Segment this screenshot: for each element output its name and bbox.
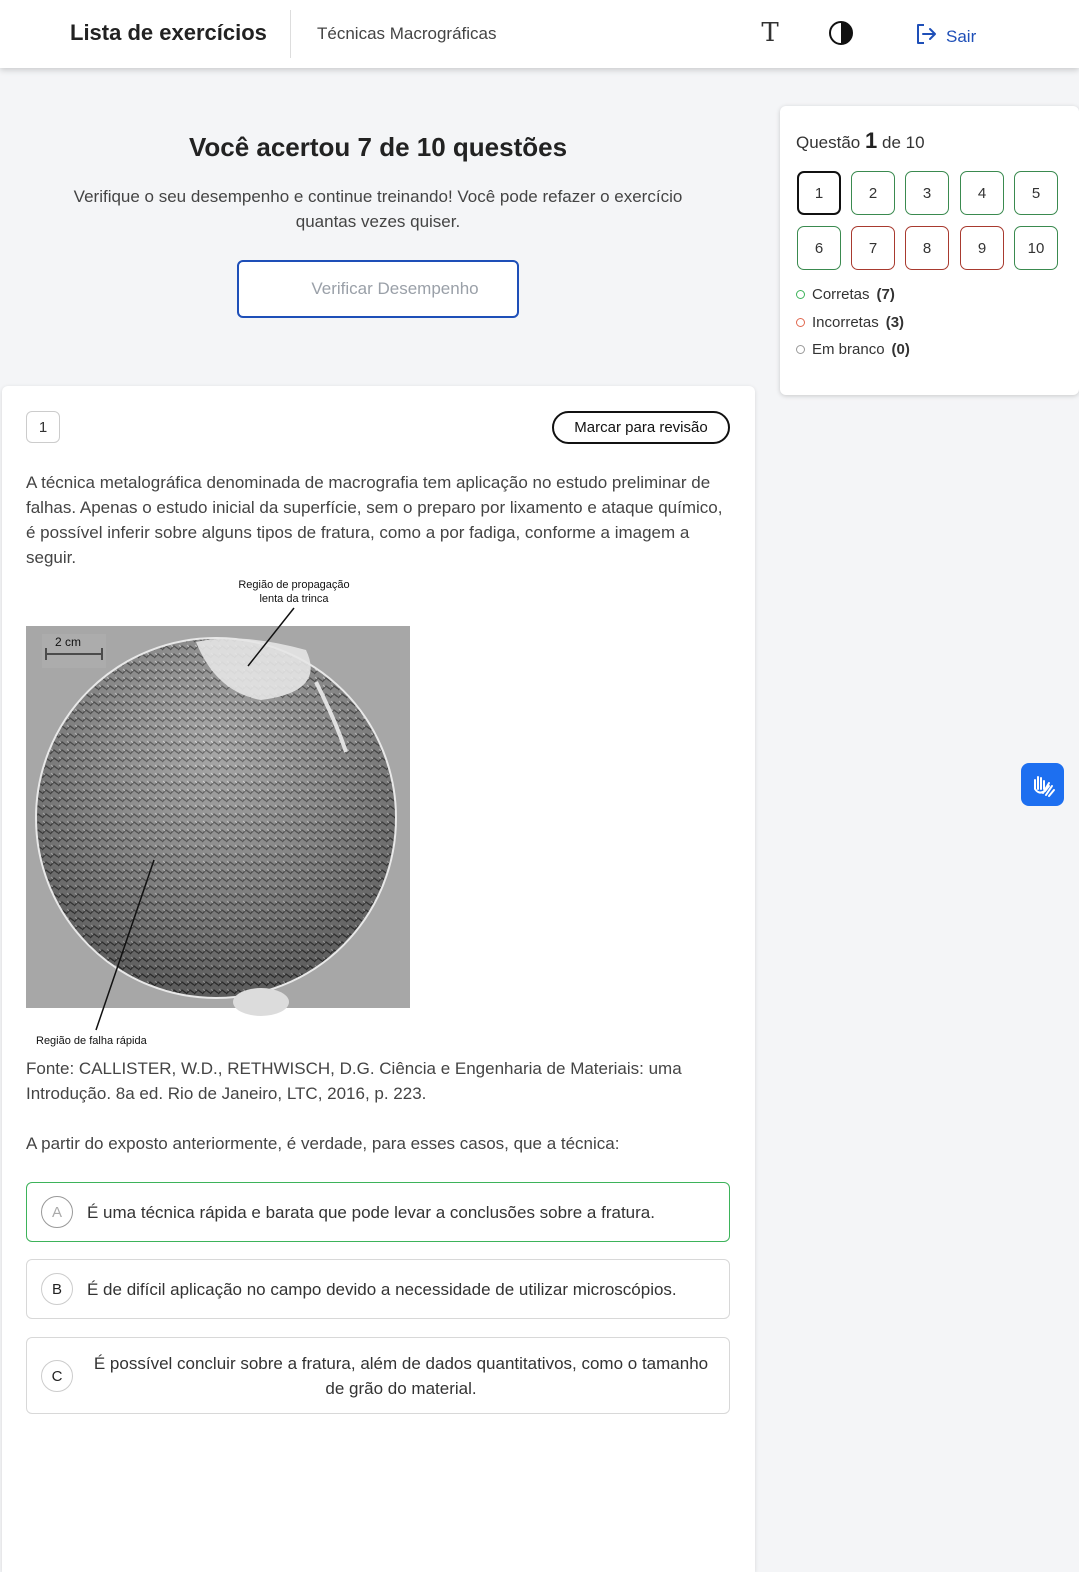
question-text: A técnica metalográfica denominada de macrografia tem aplicação no estudo preliminar de falhas. Apenas o estudo inicial da superfície, sem o preparo por lixamento e ataque químico, é possível inferir sobre alguns tipos de fratura, como a por fadiga, conforme a imagem a seguir. bbox=[26, 473, 723, 567]
sign-language-icon[interactable] bbox=[1021, 763, 1064, 806]
question-navigator bbox=[780, 106, 1079, 395]
nav-question-2[interactable]: 2 bbox=[851, 171, 895, 215]
nav-question-3[interactable]: 3 bbox=[905, 171, 949, 215]
app-title: Lista de exercícios bbox=[70, 20, 267, 45]
figure-label-bottom: Região de falha rápida bbox=[36, 1035, 147, 1047]
option-letter: C bbox=[41, 1360, 73, 1392]
option-letter: B bbox=[41, 1273, 73, 1305]
subject-name: Técnicas Macrográficas bbox=[317, 24, 497, 43]
question-source: Fonte: CALLISTER, W.D., RETHWISCH, D.G. Ciência e Engenharia de Materiais: uma Introdução. 8a ed. Rio de Janeiro, LTC, 2016, p. 223. bbox=[26, 1059, 682, 1103]
fracture-image bbox=[26, 572, 410, 1050]
question-prompt: A partir do exposto anteriormente, é verdade, para esses casos, que a técnica: bbox=[26, 1134, 620, 1153]
score-title: Você acertou 7 de 10 questões bbox=[188, 132, 568, 162]
nav-question-9[interactable]: 9 bbox=[960, 226, 1004, 270]
text-size-icon[interactable]: T bbox=[761, 18, 779, 48]
legend-dot bbox=[796, 345, 805, 354]
logout-label: Sair bbox=[946, 26, 977, 46]
question-number-badge: 1 bbox=[26, 411, 60, 443]
legend-dot bbox=[796, 318, 805, 327]
option-text: É possível concluir sobre a fratura, além de dados quantitativos, como o tamanho de grão do material. bbox=[93, 1354, 709, 1398]
legend-label: Em branco bbox=[812, 341, 885, 358]
counter-prefix: Questão bbox=[796, 133, 861, 152]
legend-count: (0) bbox=[891, 341, 910, 358]
option-text: É uma técnica rápida e barata que pode levar a conclusões sobre a fratura. bbox=[87, 1203, 655, 1222]
nav-question-4[interactable]: 4 bbox=[960, 171, 1004, 215]
nav-question-7[interactable]: 7 bbox=[851, 226, 895, 270]
results-section bbox=[0, 68, 756, 378]
nav-question-8[interactable]: 8 bbox=[905, 226, 949, 270]
logout-icon bbox=[914, 22, 938, 51]
figure-label-top-2: lenta da trinca bbox=[259, 593, 329, 605]
logout-button[interactable] bbox=[914, 22, 976, 51]
top-header bbox=[0, 0, 1079, 68]
option-text: É de difícil aplicação no campo devido a necessidade de utilizar microscópios. bbox=[87, 1280, 677, 1299]
legend-blank bbox=[796, 341, 910, 358]
mark-for-review-button[interactable]: Marcar para revisão bbox=[552, 411, 730, 444]
contrast-icon[interactable] bbox=[828, 20, 854, 46]
option-a[interactable] bbox=[26, 1182, 730, 1242]
option-c[interactable] bbox=[26, 1337, 730, 1414]
nav-question-10[interactable]: 10 bbox=[1014, 226, 1058, 270]
nav-question-6[interactable]: 6 bbox=[797, 226, 841, 270]
nav-question-5[interactable]: 5 bbox=[1014, 171, 1058, 215]
question-card bbox=[2, 386, 755, 1572]
legend-label: Corretas bbox=[812, 286, 870, 303]
legend-incorrect bbox=[796, 314, 904, 331]
counter-current: 1 bbox=[865, 128, 878, 153]
option-b[interactable] bbox=[26, 1259, 730, 1319]
figure-scale-label: 2 cm bbox=[54, 635, 82, 649]
nav-question-1[interactable]: 1 bbox=[797, 171, 841, 215]
legend-label: Incorretas bbox=[812, 314, 879, 331]
score-description: Verifique o seu desempenho e continue treinando! Você pode refazer o exercício quantas vezes quiser. bbox=[73, 187, 683, 231]
legend-dot bbox=[796, 290, 805, 299]
legend-correct bbox=[796, 286, 895, 303]
figure-label-top: Região de propagação bbox=[238, 579, 350, 591]
counter-suffix: de 10 bbox=[881, 133, 925, 152]
header-divider bbox=[290, 10, 291, 58]
question-counter bbox=[796, 128, 925, 154]
legend-count: (7) bbox=[876, 286, 895, 303]
legend-count: (3) bbox=[885, 314, 905, 331]
verify-performance-button[interactable]: Verificar Desempenho bbox=[237, 260, 519, 318]
option-letter: A bbox=[41, 1196, 73, 1228]
